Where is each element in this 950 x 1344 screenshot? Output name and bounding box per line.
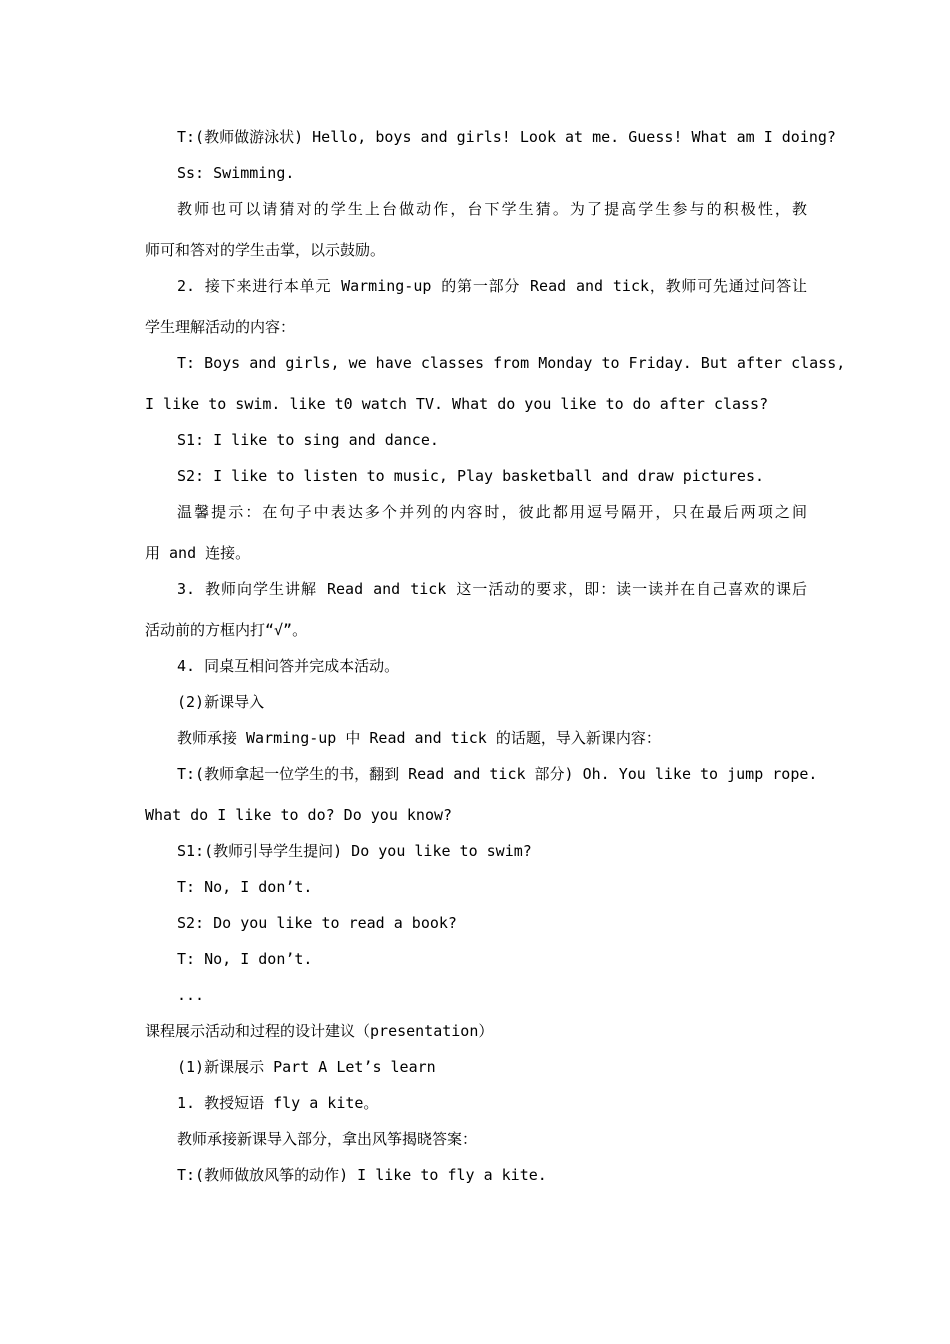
- text-line: (1)新课展示 Part A Let’s learn: [177, 1058, 436, 1076]
- text-line: T:(教师做放风筝的动作) I like to fly a kite.: [177, 1166, 547, 1184]
- text-line: S1: I like to sing and dance.: [177, 431, 439, 449]
- text-line: 教师承接 Warming-up 中 Read and tick 的话题，导入新课内容：: [177, 729, 661, 747]
- text-line: 1. 教授短语 fly a kite。: [177, 1094, 379, 1112]
- text-line: 活动前的方框内打“√”。: [145, 621, 308, 639]
- text-line: 2. 接下来进行本单元 Warming-up 的第一部分 Read and tick，教师可先通过问答让: [177, 277, 807, 295]
- text-line: 用 and 连接。: [145, 544, 251, 562]
- text-line: 教师也可以请猜对的学生上台做动作，台下学生猜。为了提高学生参与的积极性，教: [177, 200, 807, 218]
- text-line: T: No, I don’t.: [177, 950, 313, 968]
- text-line: (2)新课导入: [177, 693, 265, 711]
- text-line: 温馨提示：在句子中表达多个并列的内容时，彼此都用逗号隔开，只在最后两项之间: [177, 503, 807, 521]
- text-line: Ss: Swimming.: [177, 164, 295, 182]
- text-line: 3. 教师向学生讲解 Read and tick 这一活动的要求，即：读一读并在自己喜欢的课后: [177, 580, 807, 598]
- text-line: S2: Do you like to read a book?: [177, 914, 457, 932]
- text-line: ...: [177, 986, 205, 1004]
- text-line: I like to swim. like t0 watch TV. What do you like to do after class?: [145, 395, 769, 413]
- text-line: 学生理解活动的内容：: [145, 318, 296, 336]
- text-line: S2: I like to listen to music, Play basketball and draw pictures.: [177, 467, 764, 485]
- text-line: T:(教师做游泳状) Hello, boys and girls! Look at me. Guess! What am I doing?: [177, 128, 836, 146]
- text-line: What do I like to do? Do you know?: [145, 806, 453, 824]
- text-line: 4. 同桌互相问答并完成本活动。: [177, 657, 400, 675]
- text-line: 师可和答对的学生击掌，以示鼓励。: [145, 241, 386, 259]
- text-line: 教师承接新课导入部分，拿出风筝揭晓答案：: [177, 1130, 478, 1148]
- section-heading: 课程展示活动和过程的设计建议（presentation）: [145, 1022, 494, 1040]
- text-line: T:(教师拿起一位学生的书，翻到 Read and tick 部分) Oh. You like to jump rope.: [177, 765, 818, 783]
- text-line: S1:(教师引导学生提问) Do you like to swim?: [177, 842, 532, 860]
- text-line: T: Boys and girls, we have classes from Monday to Friday. But after class,: [177, 354, 846, 372]
- text-line: T: No, I don’t.: [177, 878, 313, 896]
